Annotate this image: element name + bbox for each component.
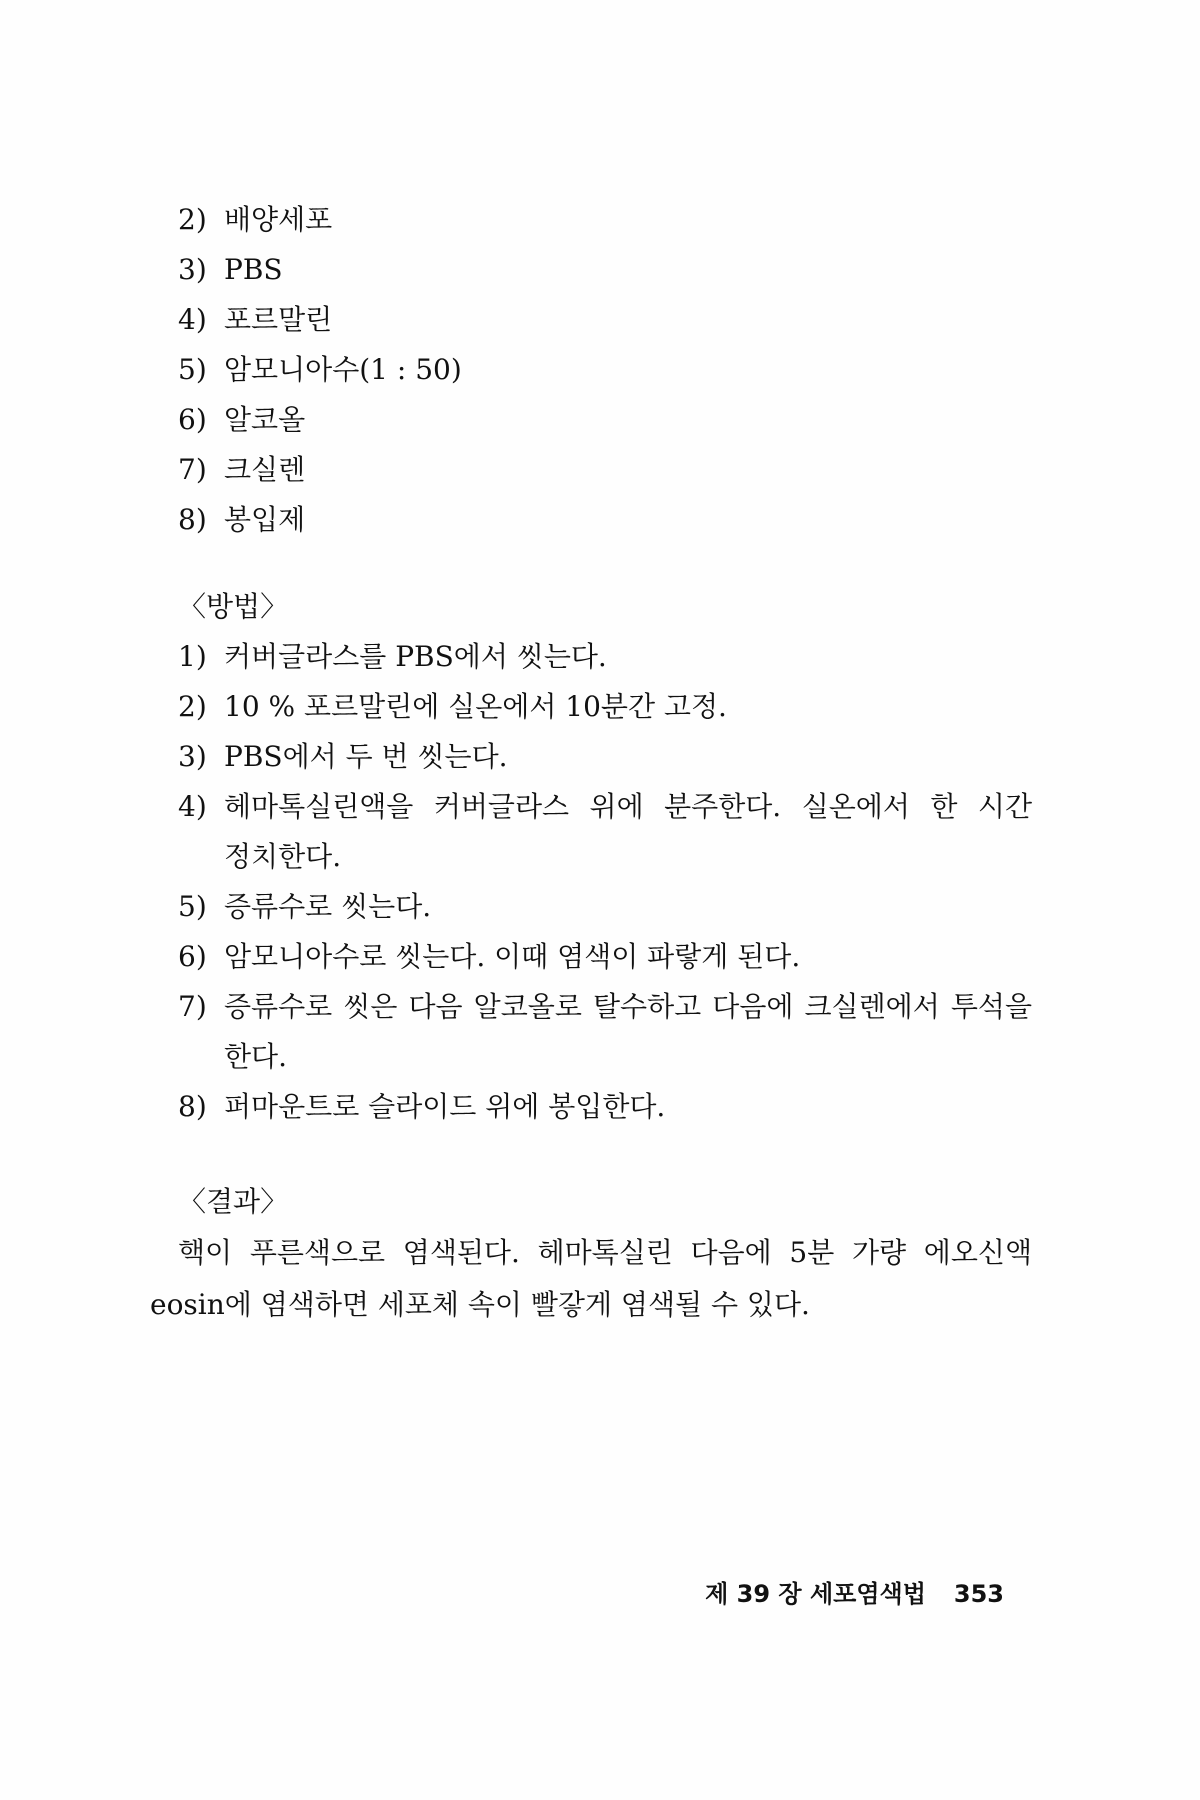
step-number: 1) bbox=[178, 640, 207, 673]
results-section bbox=[150, 1177, 1032, 1331]
method-step bbox=[178, 1082, 1032, 1132]
item-text: 포르말린 bbox=[224, 303, 333, 336]
list-item bbox=[178, 395, 978, 445]
list-item bbox=[178, 195, 978, 245]
step-number: 6) bbox=[178, 940, 207, 973]
item-number: 3) bbox=[178, 253, 207, 286]
results-paragraph: 핵이 푸른색으로 염색된다. 헤마톡실린 다음에 5분 가량 에오신액 eosin에 염색하면 세포체 속이 빨갛게 염색될 수 있다. bbox=[150, 1236, 1032, 1321]
item-text: 암모니아수(1 : 50) bbox=[224, 353, 462, 386]
methods-section bbox=[178, 582, 1032, 1132]
page-number: 353 bbox=[953, 1580, 1004, 1608]
item-text: 알코올 bbox=[224, 403, 306, 436]
item-text: 크실렌 bbox=[224, 453, 306, 486]
method-step bbox=[178, 882, 1032, 932]
step-text: 증류수로 씻은 다음 알코올로 탈수하고 다음에 크실렌에서 투석을 한다. bbox=[224, 990, 1032, 1073]
list-item bbox=[178, 495, 978, 545]
method-step bbox=[178, 782, 1032, 882]
item-number: 5) bbox=[178, 353, 207, 386]
method-step bbox=[178, 732, 1032, 782]
step-text: PBS에서 두 번 씻는다. bbox=[224, 740, 508, 773]
step-number: 2) bbox=[178, 690, 207, 723]
step-text: 암모니아수로 씻는다. 이때 염색이 파랗게 된다. bbox=[224, 940, 801, 973]
method-step bbox=[178, 682, 1032, 732]
item-number: 6) bbox=[178, 403, 207, 436]
step-number: 8) bbox=[178, 1090, 207, 1123]
running-footer bbox=[705, 1574, 1004, 1609]
results-heading: 〈결과〉 bbox=[178, 1185, 289, 1218]
item-text: PBS bbox=[224, 253, 283, 286]
list-item bbox=[178, 245, 978, 295]
step-number: 5) bbox=[178, 890, 207, 923]
item-number: 2) bbox=[178, 203, 207, 236]
step-number: 3) bbox=[178, 740, 207, 773]
method-step bbox=[178, 932, 1032, 982]
list-item bbox=[178, 345, 978, 395]
list-item bbox=[178, 295, 978, 345]
item-text: 배양세포 bbox=[224, 203, 333, 236]
step-text: 헤마톡실린액을 커버글라스 위에 분주한다. 실온에서 한 시간 정치한다. bbox=[224, 790, 1032, 873]
step-text: 10 % 포르말린에 실온에서 10분간 고정. bbox=[224, 690, 727, 723]
method-step bbox=[178, 632, 1032, 682]
materials-list bbox=[178, 195, 978, 545]
list-item bbox=[178, 445, 978, 495]
step-number: 7) bbox=[178, 990, 207, 1023]
step-text: 증류수로 씻는다. bbox=[224, 890, 432, 923]
step-text: 커버글라스를 PBS에서 씻는다. bbox=[224, 640, 607, 673]
step-text: 퍼마운트로 슬라이드 위에 봉입한다. bbox=[224, 1090, 666, 1123]
item-number: 7) bbox=[178, 453, 207, 486]
method-step bbox=[178, 982, 1032, 1082]
chapter-title: 제 39 장 세포염색법 bbox=[705, 1580, 926, 1608]
item-number: 4) bbox=[178, 303, 207, 336]
item-number: 8) bbox=[178, 503, 207, 536]
item-text: 봉입제 bbox=[224, 503, 306, 536]
methods-heading: 〈방법〉 bbox=[178, 590, 289, 623]
step-number: 4) bbox=[178, 790, 207, 823]
